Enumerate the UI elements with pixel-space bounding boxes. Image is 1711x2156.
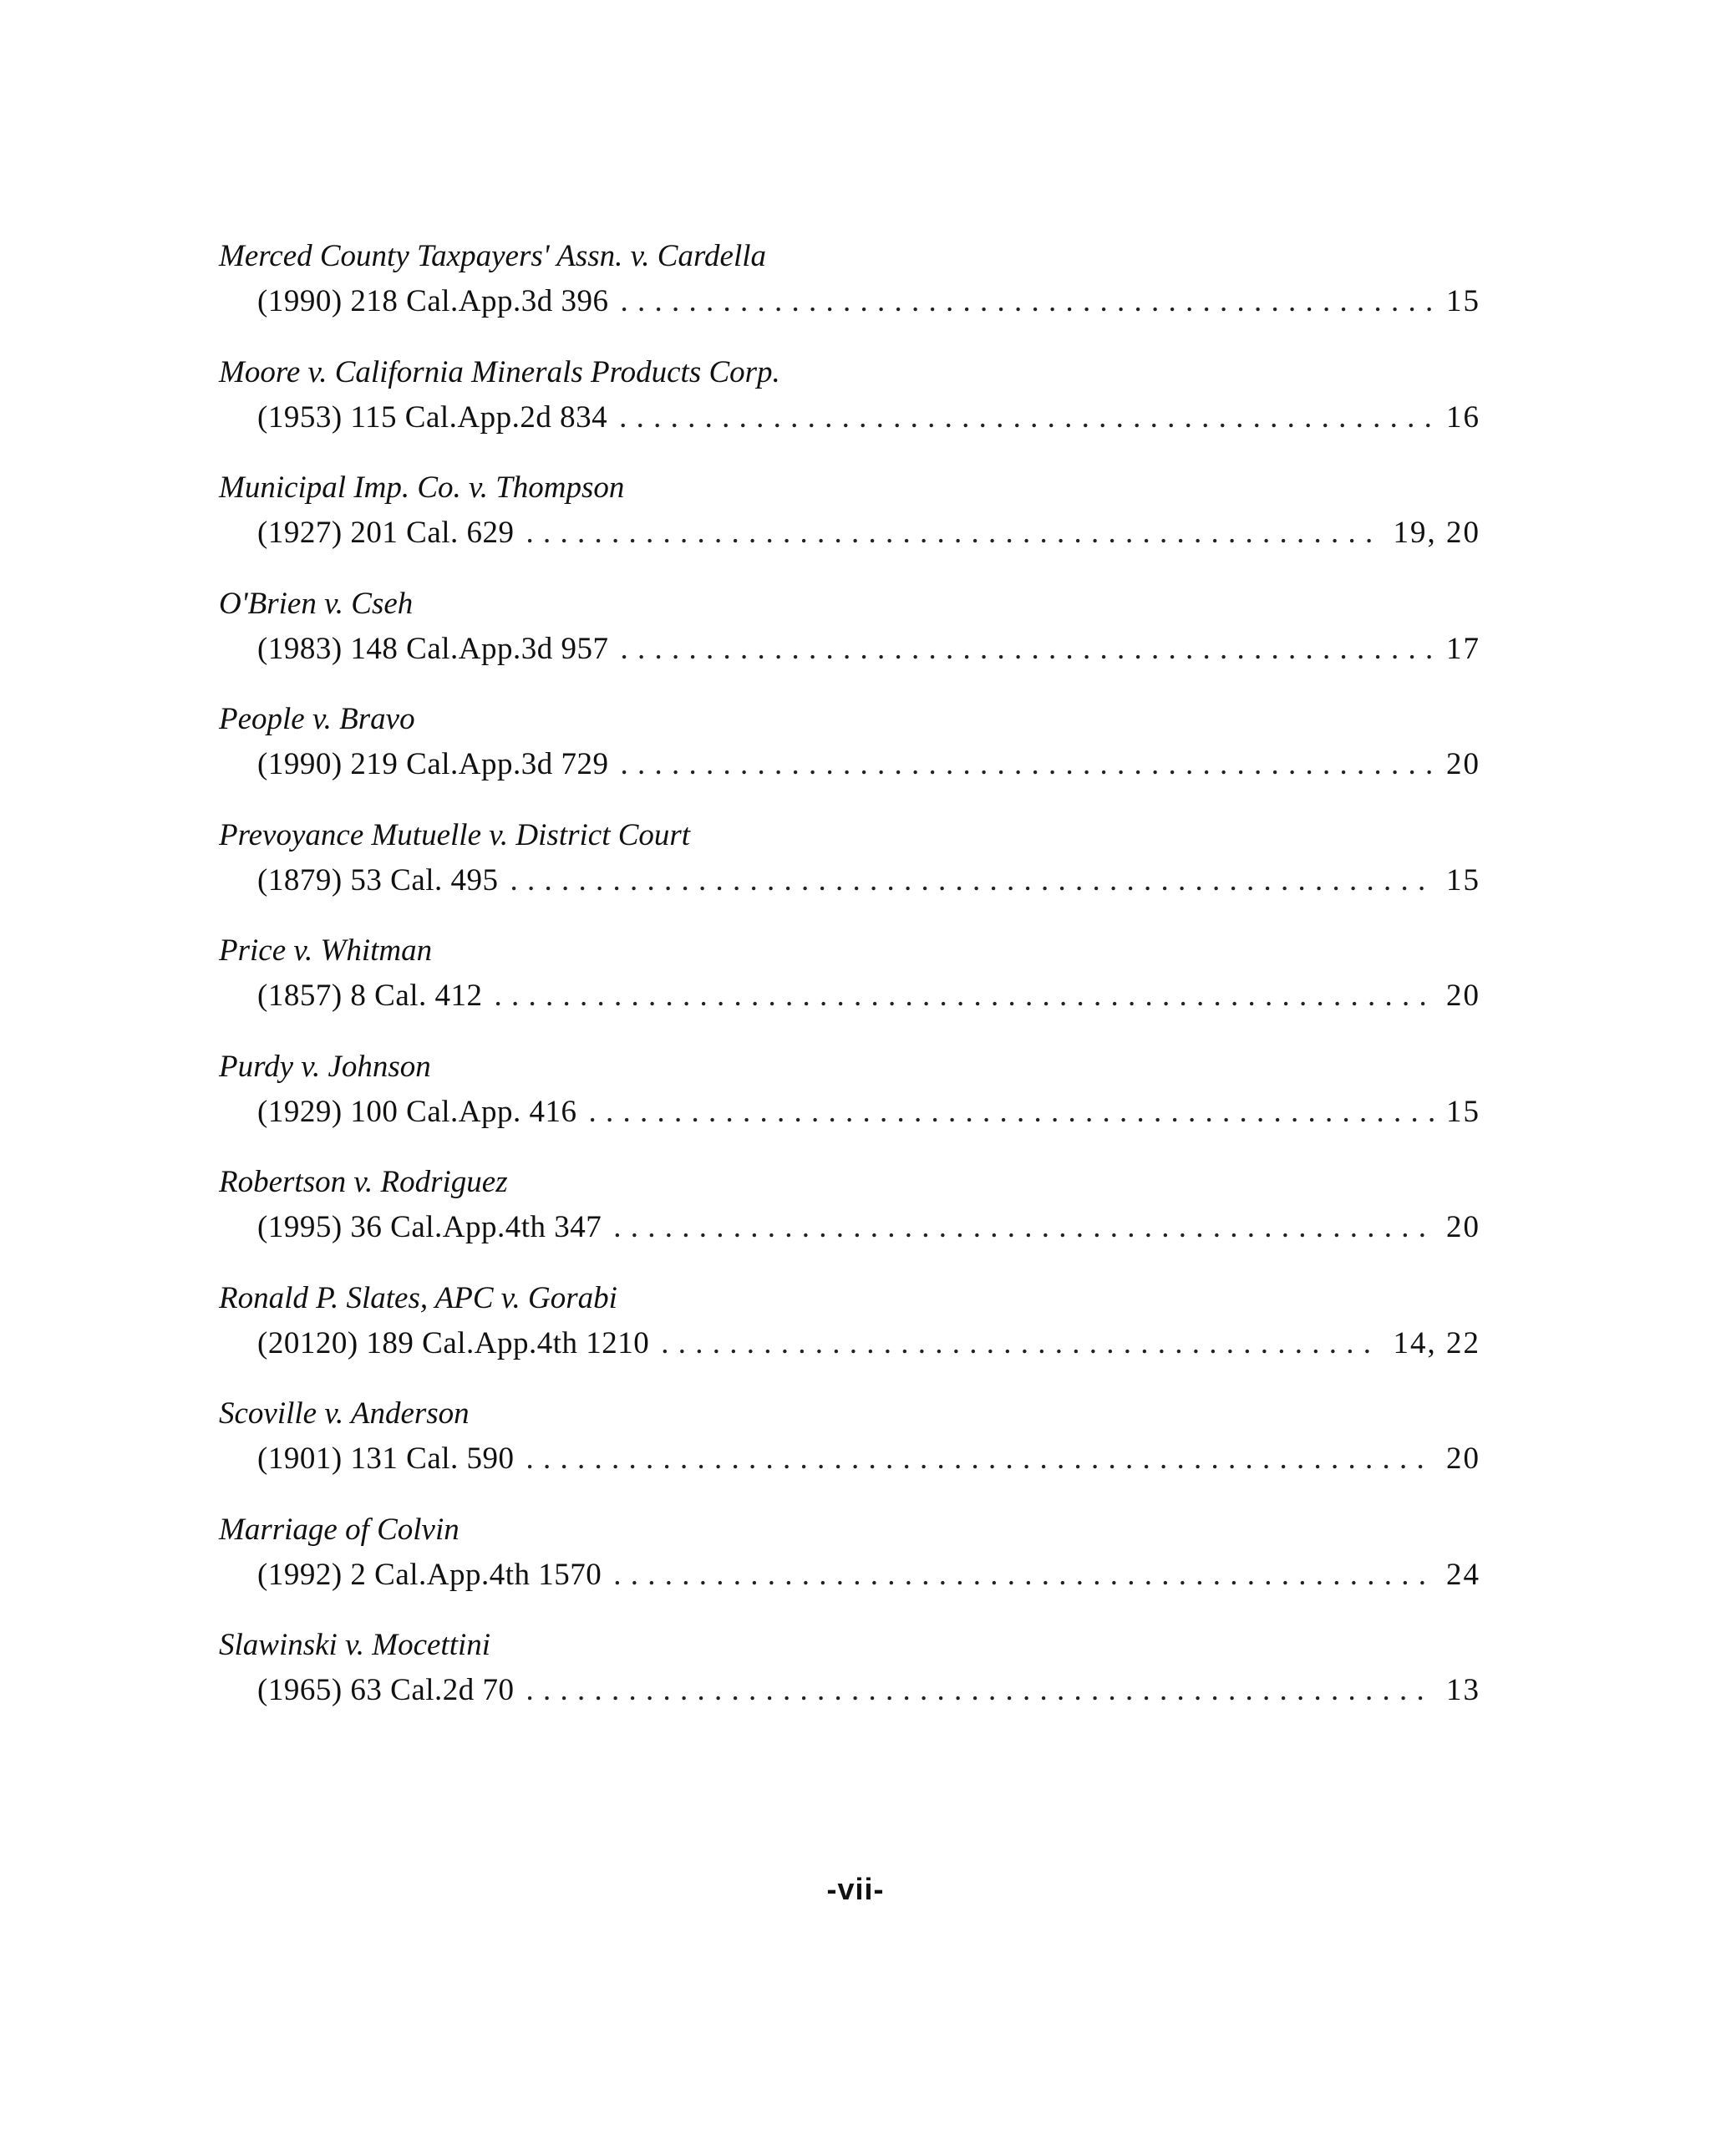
page-reference: 15 (1446, 284, 1480, 318)
case-name: O'Brien v. Cseh (219, 586, 414, 621)
page-reference: 13 (1446, 1673, 1480, 1707)
page-reference: 20 (1446, 979, 1480, 1013)
toc-entry (219, 1160, 1480, 1276)
toc-entry (219, 697, 1480, 813)
case-name: Robertson v. Rodriguez (219, 1165, 508, 1199)
citation: (1990) 219 Cal.App.3d 729 (257, 747, 609, 781)
citation: (1992) 2 Cal.App.4th 1570 (257, 1557, 602, 1592)
citation-line (219, 511, 1480, 556)
citation: (1927) 201 Cal. 629 (257, 516, 515, 550)
dot-leader (526, 1668, 1434, 1713)
dot-leader (621, 742, 1435, 787)
citation: (1953) 115 Cal.App.2d 834 (257, 399, 608, 435)
page-reference: 20 (1446, 747, 1480, 781)
citation: (1965) 63 Cal.2d 70 (257, 1673, 515, 1707)
dot-leader (510, 858, 1434, 903)
citation-line (219, 395, 1480, 440)
page-reference: 16 (1446, 399, 1480, 435)
toc-entry (219, 1276, 1480, 1392)
page-reference: 15 (1446, 862, 1480, 897)
dot-leader (621, 279, 1435, 324)
dot-leader (495, 974, 1434, 1019)
toc-entry (219, 582, 1480, 698)
citation: (1983) 148 Cal.App.3d 957 (257, 631, 609, 666)
dot-leader (589, 1090, 1435, 1135)
page-reference: 19, 20 (1393, 516, 1480, 550)
citation-line (219, 742, 1480, 787)
dot-leader (613, 1553, 1434, 1598)
dot-leader (613, 1205, 1434, 1250)
case-name: Price v. Whitman (219, 933, 433, 968)
case-name: Marriage of Colvin (219, 1512, 459, 1547)
dot-leader (621, 627, 1435, 672)
citation: (1901) 131 Cal. 590 (257, 1442, 515, 1476)
dot-leader (526, 511, 1382, 556)
citation-line (219, 1436, 1480, 1482)
citation-line (219, 627, 1480, 672)
page-reference: 24 (1446, 1557, 1480, 1592)
citation-line (219, 1553, 1480, 1598)
page-number: -vii- (826, 1872, 885, 1906)
citation-line (219, 1205, 1480, 1250)
case-name: Municipal Imp. Co. v. Thompson (219, 470, 625, 505)
case-name: People v. Bravo (219, 702, 415, 736)
page-reference: 20 (1446, 1210, 1480, 1244)
case-name: Moore v. California Minerals Products Corp. (219, 354, 780, 389)
citation: (1995) 36 Cal.App.4th 347 (257, 1210, 602, 1244)
table-of-authorities (219, 234, 1480, 1739)
dot-leader (619, 395, 1434, 440)
citation: (1990) 218 Cal.App.3d 396 (257, 284, 609, 318)
citation-line (219, 279, 1480, 324)
citation-line (219, 858, 1480, 903)
case-name: Ronald P. Slates, APC v. Gorabi (219, 1280, 617, 1315)
citation-line (219, 974, 1480, 1019)
page-reference: 20 (1446, 1442, 1480, 1476)
case-name: Slawinski v. Mocettini (219, 1628, 491, 1662)
toc-entry (219, 813, 1480, 929)
case-name: Purdy v. Johnson (219, 1049, 431, 1084)
case-name: Merced County Taxpayers' Assn. v. Cardella (219, 239, 766, 273)
toc-entry (219, 350, 1480, 466)
citation: (1929) 100 Cal.App. 416 (257, 1094, 577, 1129)
citation: (1857) 8 Cal. 412 (257, 979, 483, 1013)
page-reference: 17 (1446, 631, 1480, 666)
toc-entry (219, 1508, 1480, 1624)
page-reference: 15 (1446, 1094, 1480, 1129)
toc-entry (219, 1391, 1480, 1508)
citation-line (219, 1668, 1480, 1713)
toc-entry (219, 234, 1480, 350)
dot-leader (526, 1436, 1434, 1482)
citation-line (219, 1090, 1480, 1135)
toc-entry (219, 1623, 1480, 1739)
dot-leader (661, 1321, 1381, 1366)
page-reference: 14, 22 (1393, 1325, 1480, 1360)
citation-line (219, 1321, 1480, 1366)
citation: (20120) 189 Cal.App.4th 1210 (257, 1325, 650, 1360)
toc-entry (219, 1045, 1480, 1161)
case-name: Prevoyance Mutuelle v. District Court (219, 817, 691, 852)
toc-entry (219, 928, 1480, 1045)
case-name: Scoville v. Anderson (219, 1396, 470, 1431)
citation: (1879) 53 Cal. 495 (257, 862, 499, 897)
toc-entry (219, 465, 1480, 582)
